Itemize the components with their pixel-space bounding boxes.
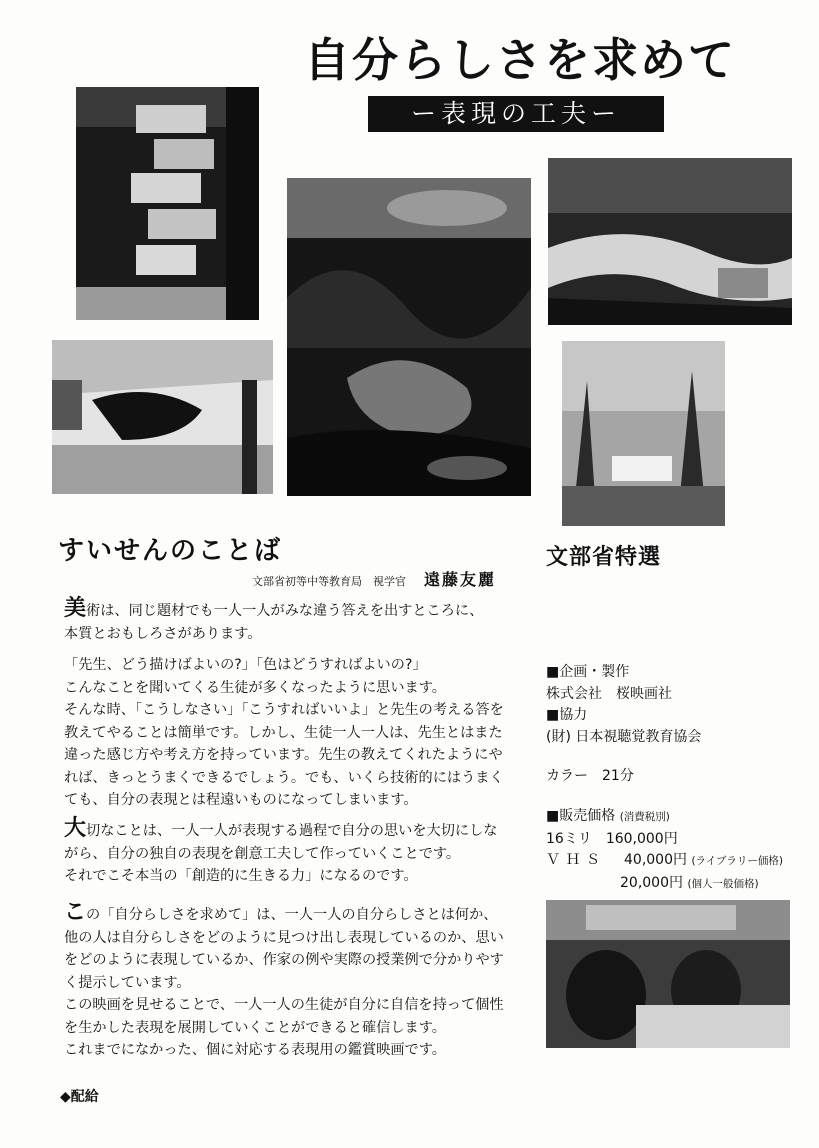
author-name: 遠藤友麗: [424, 570, 497, 589]
text-line: をどのように表現しているか、作家の例や実際の授業例で分かりやす: [64, 952, 504, 968]
planning-label: ■企画・製作: [546, 664, 630, 680]
author-line: [252, 567, 496, 590]
text-line: こんなことを聞いてくる生徒が多くなったように思います。: [64, 679, 446, 696]
text-line: く提示しています。: [64, 974, 191, 991]
price-vhs-personal-note: (個人一般価格): [687, 877, 759, 890]
text-line: この映画を見せることで、一人一人の生徒が自分に自信を持って個性: [64, 997, 504, 1013]
text-line: それでこそ本当の「創造的に生きる力」になるのです。: [64, 868, 418, 884]
recommendation-heading: すいせんのことば: [58, 536, 283, 566]
text-line: れば、きっとうまくできるでしょう。でも、いくら技術的にはうまく: [64, 769, 504, 786]
special-selection-badge: 文部省特選: [546, 545, 662, 570]
page-subtitle: ー表現の工夫ー: [368, 96, 664, 132]
text-line: これまでになかった、個に対応する表現用の鑑賞映画です。: [64, 1042, 446, 1058]
paragraph-3: [64, 818, 540, 888]
paragraph-1: [64, 598, 540, 645]
price-16mm: 16ミリ 160,000円: [546, 830, 678, 847]
text-line: 切なことは、一人一人が表現する過程で自分の思いを大切にしな: [86, 823, 498, 839]
text-line: 「先生、どう描けばよいの?」「色はどうすればよいの?」: [64, 657, 427, 673]
drop-cap: こ: [64, 900, 87, 925]
price-label: ■販売価格: [546, 808, 616, 824]
color-running-time: カラー 21分: [546, 768, 634, 784]
paragraph-2: [64, 654, 540, 812]
cooperation-label: ■協力: [546, 707, 588, 723]
price-vhs-personal: 20,000円: [620, 874, 683, 891]
price-note: (消費税別): [619, 811, 670, 823]
price-info: [546, 806, 786, 895]
drop-cap: 美: [64, 596, 87, 621]
text-line: 本質とおもしろさがあります。: [64, 625, 262, 642]
text-line: 違った感じ方や考え方を持っています。先生の教えてくれたようにや: [64, 747, 503, 763]
text-line: がら、自分の独自の表現を創意工夫して作っていくことです。: [64, 845, 461, 862]
text-line: 教えてやることは簡単です。しかし、生徒一人一人は、先生とはまた: [64, 724, 503, 741]
drop-cap: 大: [64, 816, 87, 841]
text-line: を生かした表現を展開していくことができると確信します。: [64, 1019, 446, 1036]
planning-value: 株式会社 桜映画社: [546, 685, 672, 702]
price-vhs-library: 40,000円: [624, 852, 687, 868]
price-vhs-library-note: (ライブラリー価格): [691, 855, 784, 867]
text-line: 術は、同じ題材でも一人一人がみな違う答えを出すところに、: [86, 603, 484, 619]
price-vhs-label: ＶＨＳ: [546, 852, 606, 868]
page-title: 自分らしさを求めて: [304, 33, 736, 87]
cooperation-value: (財) 日本視聴覚教育協会: [546, 728, 702, 745]
paragraph-4: [64, 902, 540, 1062]
patterned-garden-artwork: [52, 340, 273, 494]
text-line: そんな時、「こうしなさい」「こうすればいいよ」と先生の考える答を: [64, 702, 504, 718]
production-info: [546, 662, 786, 748]
riverbank-cat-artwork: [548, 158, 792, 325]
classroom-photo: [546, 900, 790, 1048]
stone-tower-artwork: [76, 87, 259, 320]
text-line: の「自分らしさを求めて」は、一人一人の自分らしさとは何か、: [86, 907, 498, 923]
dark-forest-river-artwork: [287, 178, 531, 496]
author-title: 文部省初等中等教育局 視学官: [252, 575, 406, 588]
text-line: ても、自分の表現とは程遠いものになってしまいます。: [64, 792, 418, 808]
trees-bench-artwork: [562, 341, 725, 526]
text-line: 他の人は自分らしさをどのように見つけ出し表現しているのか、思い: [64, 929, 504, 946]
distribution-label: ◆配給: [60, 1089, 99, 1105]
